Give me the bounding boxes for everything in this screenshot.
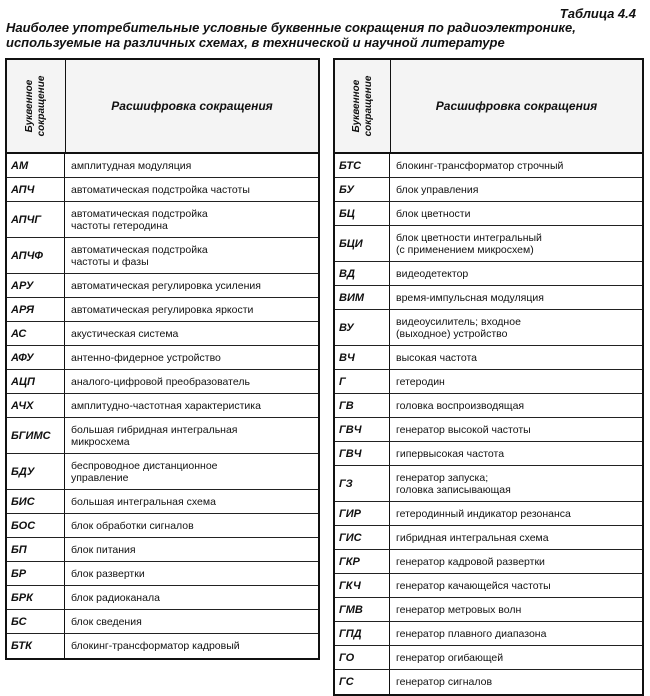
table-row <box>335 598 642 622</box>
description-cell: гетеродин <box>396 375 445 388</box>
abbreviation-cell: ГПД <box>335 622 390 645</box>
right-table <box>333 58 644 696</box>
table-row <box>335 370 642 394</box>
abbreviation-cell: АПЧ <box>7 178 65 201</box>
document-title: Наиболее употребительные условные буквенные сокращения по радиоэлектронике, используемые на различных схемах, в технической и научной литературе <box>6 20 576 50</box>
description-cell: автоматическая подстройка частоты <box>71 183 250 196</box>
description-cell: беспроводное дистанционное управление <box>71 459 218 484</box>
table-row <box>7 562 318 586</box>
abbreviation-cell: БС <box>7 610 65 633</box>
description-cell: генератор запуска; головка записывающая <box>396 471 511 496</box>
table-row <box>7 514 318 538</box>
abbreviation-cell: ГЗ <box>335 466 390 501</box>
abbreviation-cell: АПЧФ <box>7 238 65 273</box>
abbreviation-cell: БОС <box>7 514 65 537</box>
table-row <box>335 310 642 346</box>
abbreviation-cell: БП <box>7 538 65 561</box>
left-table-body <box>7 154 318 658</box>
abbreviation-cell: ВЧ <box>335 346 390 369</box>
description-cell: блок обработки сигналов <box>71 519 194 532</box>
abbreviation-cell: ГИР <box>335 502 390 525</box>
abbreviation-cell: БТК <box>7 634 65 658</box>
abbreviation-cell: БР <box>7 562 65 585</box>
table-row <box>335 574 642 598</box>
table-row <box>335 442 642 466</box>
abbreviation-cell: ГС <box>335 670 390 694</box>
description-cell: автоматическая подстройка частоты и фазы <box>71 243 208 268</box>
table-row <box>7 202 318 238</box>
abbreviation-cell: БУ <box>335 178 390 201</box>
abbreviation-cell: ВИМ <box>335 286 390 309</box>
abbreviation-cell: АМ <box>7 154 65 177</box>
description-cell: видеодетектор <box>396 267 469 280</box>
table-row <box>7 394 318 418</box>
table-row <box>7 154 318 178</box>
left-table-header <box>7 60 318 154</box>
description-cell: головка воспроизводящая <box>396 399 525 412</box>
right-table-body <box>335 154 642 694</box>
table-row <box>335 394 642 418</box>
description-cell: блок управления <box>396 183 479 196</box>
table-row <box>335 226 642 262</box>
table-caption: Таблица 4.4 <box>559 6 636 21</box>
table-row <box>335 466 642 502</box>
description-cell: амплитудно-частотная характеристика <box>71 399 261 412</box>
abbreviation-cell: ГО <box>335 646 390 669</box>
table-row <box>7 238 318 274</box>
description-cell: автоматическая подстройка частоты гетеродина <box>71 207 208 232</box>
table-row <box>7 178 318 202</box>
abbreviation-cell: ВУ <box>335 310 390 345</box>
table-row <box>335 262 642 286</box>
abbreviation-cell: ГКЧ <box>335 574 390 597</box>
description-cell: аналого-цифровой преобразователь <box>71 375 250 388</box>
desc-column-header: Расшифровка сокращения <box>435 99 598 113</box>
table-row <box>335 502 642 526</box>
table-row <box>335 550 642 574</box>
abbreviation-cell: Г <box>335 370 390 393</box>
description-cell: большая гибридная интегральная микросхема <box>71 423 238 448</box>
description-cell: блок сведения <box>71 615 142 628</box>
table-row <box>335 202 642 226</box>
table-row <box>335 670 642 694</box>
abbreviation-cell: ГВЧ <box>335 442 390 465</box>
description-cell: блокинг-трансформатор кадровый <box>71 640 240 652</box>
description-cell: блок цветности <box>396 207 471 220</box>
table-row <box>335 178 642 202</box>
table-row <box>335 418 642 442</box>
description-cell: гипервысокая частота <box>396 447 505 460</box>
description-cell: блок радиоканала <box>71 591 160 604</box>
abbreviation-cell: ВД <box>335 262 390 285</box>
description-cell: блок цветности интегральный (с применением микросхем) <box>396 231 542 256</box>
abbreviation-cell: ГКР <box>335 550 390 573</box>
abbreviation-cell: АРУ <box>7 274 65 297</box>
abbreviation-cell: БРК <box>7 586 65 609</box>
abbreviation-cell: АРЯ <box>7 298 65 321</box>
table-row <box>7 538 318 562</box>
table-row <box>7 322 318 346</box>
desc-column-header: Расшифровка сокращения <box>111 99 273 113</box>
abbreviation-cell: ГВ <box>335 394 390 417</box>
abbreviation-cell: ГВЧ <box>335 418 390 441</box>
description-cell: генератор кадровой развертки <box>396 555 545 568</box>
description-cell: блокинг-трансформатор строчный <box>396 159 564 172</box>
abbreviation-cell: БГИМС <box>7 418 65 453</box>
table-row <box>7 418 318 454</box>
description-cell: генератор огибающей <box>396 651 504 664</box>
table-row <box>7 298 318 322</box>
abbreviation-cell: БТС <box>335 154 390 177</box>
right-table-header <box>335 60 642 154</box>
table-row <box>335 646 642 670</box>
abbreviation-cell: БДУ <box>7 454 65 489</box>
description-cell: высокая частота <box>396 351 477 364</box>
abbreviation-cell: БЦИ <box>335 226 390 261</box>
table-row <box>335 346 642 370</box>
description-cell: видеоусилитель; входное (выходное) устройство <box>396 315 521 340</box>
description-cell: генератор метровых волн <box>396 603 522 616</box>
description-cell: гибридная интегральная схема <box>396 531 549 544</box>
abbreviation-cell: ГИС <box>335 526 390 549</box>
abbreviation-cell: ГМВ <box>335 598 390 621</box>
description-cell: блок питания <box>71 543 136 556</box>
description-cell: время-импульсная модуляция <box>396 291 544 304</box>
description-cell: генератор плавного диапазона <box>396 627 547 640</box>
table-row <box>335 286 642 310</box>
description-cell: автоматическая регулировка усиления <box>71 279 261 292</box>
table-row <box>7 634 318 658</box>
description-cell: гетеродинный индикатор резонанса <box>396 507 571 520</box>
description-cell: генератор сигналов <box>396 676 493 688</box>
table-row <box>7 274 318 298</box>
description-cell: автоматическая регулировка яркости <box>71 303 254 316</box>
description-cell: блок развертки <box>71 567 145 580</box>
table-row <box>7 346 318 370</box>
description-cell: антенно-фидерное устройство <box>71 351 221 364</box>
table-row <box>7 610 318 634</box>
abbreviation-cell: АС <box>7 322 65 345</box>
abbreviation-cell: АЦП <box>7 370 65 393</box>
description-cell: акустическая система <box>71 327 179 340</box>
abbreviation-cell: БИС <box>7 490 65 513</box>
table-row <box>335 622 642 646</box>
description-cell: генератор качающейся частоты <box>396 579 551 592</box>
table-row <box>7 454 318 490</box>
abbreviation-cell: АФУ <box>7 346 65 369</box>
left-table <box>5 58 320 660</box>
description-cell: большая интегральная схема <box>71 495 216 508</box>
table-row <box>335 526 642 550</box>
table-row <box>7 586 318 610</box>
table-row <box>7 490 318 514</box>
abbr-column-header: Буквенное сокращение <box>335 60 391 152</box>
abbreviation-cell: АЧХ <box>7 394 65 417</box>
abbr-column-header: Буквенное сокращение <box>7 60 66 152</box>
table-row <box>335 154 642 178</box>
table-row <box>7 370 318 394</box>
description-cell: амплитудная модуляция <box>71 159 192 172</box>
abbreviation-cell: БЦ <box>335 202 390 225</box>
description-cell: генератор высокой частоты <box>396 423 531 436</box>
abbreviation-cell: АПЧГ <box>7 202 65 237</box>
